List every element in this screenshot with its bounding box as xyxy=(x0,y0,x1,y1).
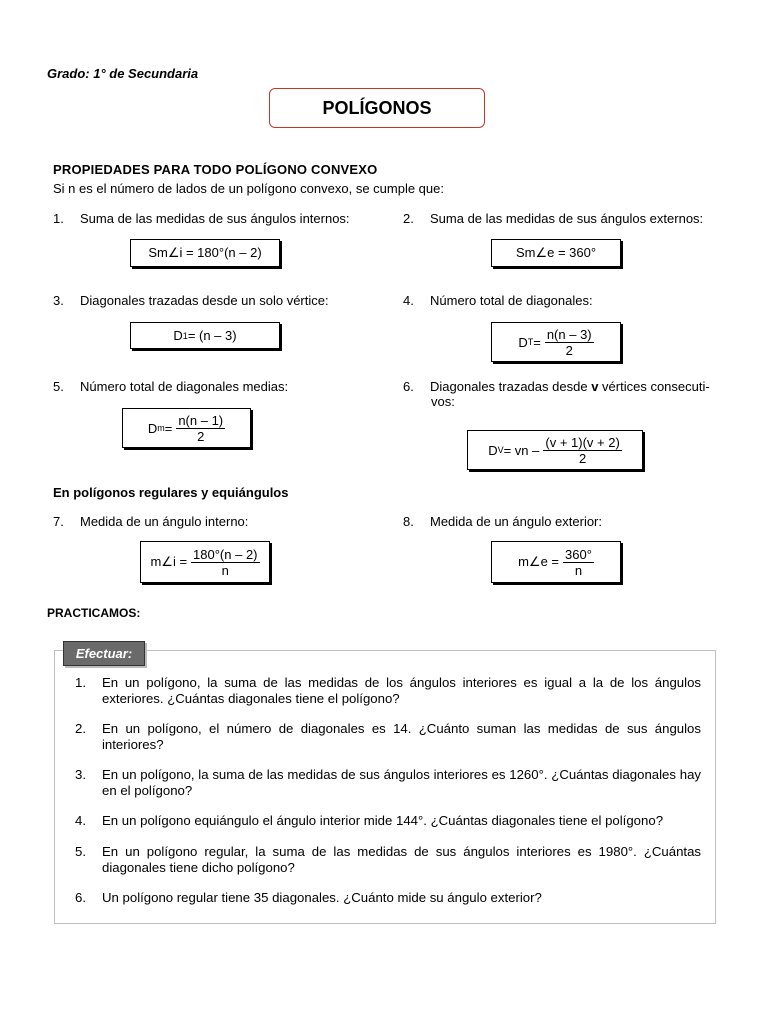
formula-subscript: V xyxy=(497,445,504,455)
formula-fraction xyxy=(563,547,594,578)
formula-eq: = vn – xyxy=(503,442,540,458)
fraction-denominator: n xyxy=(574,562,583,578)
property-2 xyxy=(403,211,703,226)
exercise-item xyxy=(75,675,701,707)
fraction-denominator: n xyxy=(221,562,229,578)
exercise-item xyxy=(75,890,701,906)
formula-fraction xyxy=(543,435,621,466)
property-5 xyxy=(53,379,288,394)
exercise-text: En un polígono equiángulo el ángulo interior mide 144°. ¿Cuántas diagonales tiene el polígono? xyxy=(102,813,664,828)
section-intro: Si n es el número de lados de un polígono convexo, se cumple que: xyxy=(53,181,444,196)
fraction-numerator: 360° xyxy=(565,546,592,562)
exercise-text: En un polígono, la suma de las medidas de sus ángulos interiores es 1260°. ¿Cuántas diagonales hay en el polígono? xyxy=(102,767,701,798)
exercise-item xyxy=(75,767,701,799)
formula-box xyxy=(130,322,280,349)
property-3 xyxy=(53,293,329,308)
formula-fraction xyxy=(176,413,225,444)
exercise-item xyxy=(75,721,701,753)
formula-fraction xyxy=(191,547,259,578)
formula-subscript: m xyxy=(157,423,165,433)
formula-rhs: = (n – 3) xyxy=(187,328,237,343)
formula-lhs: D xyxy=(488,442,498,458)
property-label: Número total de diagonales medias: xyxy=(80,379,289,394)
page-title: POLÍGONOS xyxy=(269,88,485,128)
fraction-numerator: (v + 1)(v + 2) xyxy=(545,434,620,450)
property-label xyxy=(430,379,710,394)
formula-box xyxy=(122,408,251,448)
property-number: 8. xyxy=(403,514,414,529)
formula-lhs: D xyxy=(518,334,528,350)
exercise-text: En un polígono, la suma de las medidas de los ángulos interiores es igual a la de los ángulos exteriores. ¿Cuántas diagonales tiene el polígono? xyxy=(102,675,701,706)
formula-eq: = xyxy=(533,334,541,350)
formula-text: Sm∠i = 180°(n – 2) xyxy=(148,245,262,260)
exercise-number: 6. xyxy=(75,890,86,905)
property-label: Suma de las medidas de sus ángulos internos: xyxy=(80,211,350,226)
property-label: Diagonales trazadas desde un solo vértice: xyxy=(80,293,329,308)
property-8 xyxy=(403,514,602,529)
property-number: 4. xyxy=(403,293,414,308)
property-number: 7. xyxy=(53,514,64,529)
formula-box xyxy=(491,239,621,267)
exercise-number: 5. xyxy=(75,844,86,859)
exercise-number: 3. xyxy=(75,767,86,782)
formula-box xyxy=(491,322,621,362)
property-number: 3. xyxy=(53,293,64,308)
fraction-denominator: 2 xyxy=(197,428,205,444)
property-label: Medida de un ángulo exterior: xyxy=(430,514,603,529)
fraction-numerator: n(n – 1) xyxy=(178,412,224,428)
formula-eq: = xyxy=(164,420,173,436)
exercise-text: Un polígono regular tiene 35 diagonales. ¿Cuánto mide su ángulo exterior? xyxy=(102,890,542,905)
fraction-denominator: 2 xyxy=(565,342,573,358)
section-heading: PROPIEDADES PARA TODO POLÍGONO CONVEXO xyxy=(53,162,378,177)
fraction-numerator: n(n – 3) xyxy=(546,326,592,342)
fraction-numerator: 180°(n – 2) xyxy=(193,546,258,562)
regular-polygons-heading: En polígonos regulares y equiángulos xyxy=(53,485,289,500)
property-6-label-cont: vos: xyxy=(431,394,455,409)
fraction-denominator: 2 xyxy=(578,450,587,466)
exercise-item xyxy=(75,844,701,876)
label-bold: v xyxy=(591,379,599,394)
exercise-number: 4. xyxy=(75,813,86,828)
property-number: 2. xyxy=(403,211,414,226)
exercise-number: 1. xyxy=(75,675,86,690)
label-part: vértices consecuti- xyxy=(602,379,710,394)
formula-subscript: T xyxy=(527,337,534,347)
formula-box xyxy=(467,430,643,470)
property-number: 1. xyxy=(53,211,64,226)
formula-box xyxy=(140,541,270,583)
exercise-number: 2. xyxy=(75,721,86,736)
practice-heading: PRACTICAMOS: xyxy=(47,606,141,620)
property-label: Medida de un ángulo interno: xyxy=(80,514,249,529)
property-number: 6. xyxy=(403,379,414,394)
property-label: Suma de las medidas de sus ángulos externos: xyxy=(430,211,704,226)
property-label: Número total de diagonales: xyxy=(430,293,593,308)
property-1 xyxy=(53,211,350,226)
formula-lhs: m∠e = xyxy=(518,554,560,569)
formula-lhs: m∠i = xyxy=(150,554,188,569)
exercise-text: En un polígono, el número de diagonales es 14. ¿Cuánto suman las medidas de sus ángulos interiores? xyxy=(102,721,701,752)
formula-subscript: 1 xyxy=(182,330,188,341)
property-number: 5. xyxy=(53,379,64,394)
grade-label: Grado: 1° de Secundaria xyxy=(47,66,199,81)
formula-box xyxy=(491,541,621,583)
property-7 xyxy=(53,514,248,529)
formula-lhs: D xyxy=(147,420,158,436)
property-6 xyxy=(403,379,710,394)
exercise-text: En un polígono regular, la suma de las medidas de sus ángulos interiores es 1980°. ¿Cuántas diagonales tiene dicho polígono? xyxy=(102,844,701,875)
formula-lhs: D xyxy=(173,328,183,343)
efectuar-badge: Efectuar: xyxy=(63,641,145,666)
label-part: Diagonales trazadas desde xyxy=(430,379,588,394)
property-4 xyxy=(403,293,593,308)
formula-fraction xyxy=(545,327,594,358)
exercise-item xyxy=(75,813,701,829)
formula-box xyxy=(130,239,280,267)
formula-text: Sm∠e = 360° xyxy=(515,245,597,260)
